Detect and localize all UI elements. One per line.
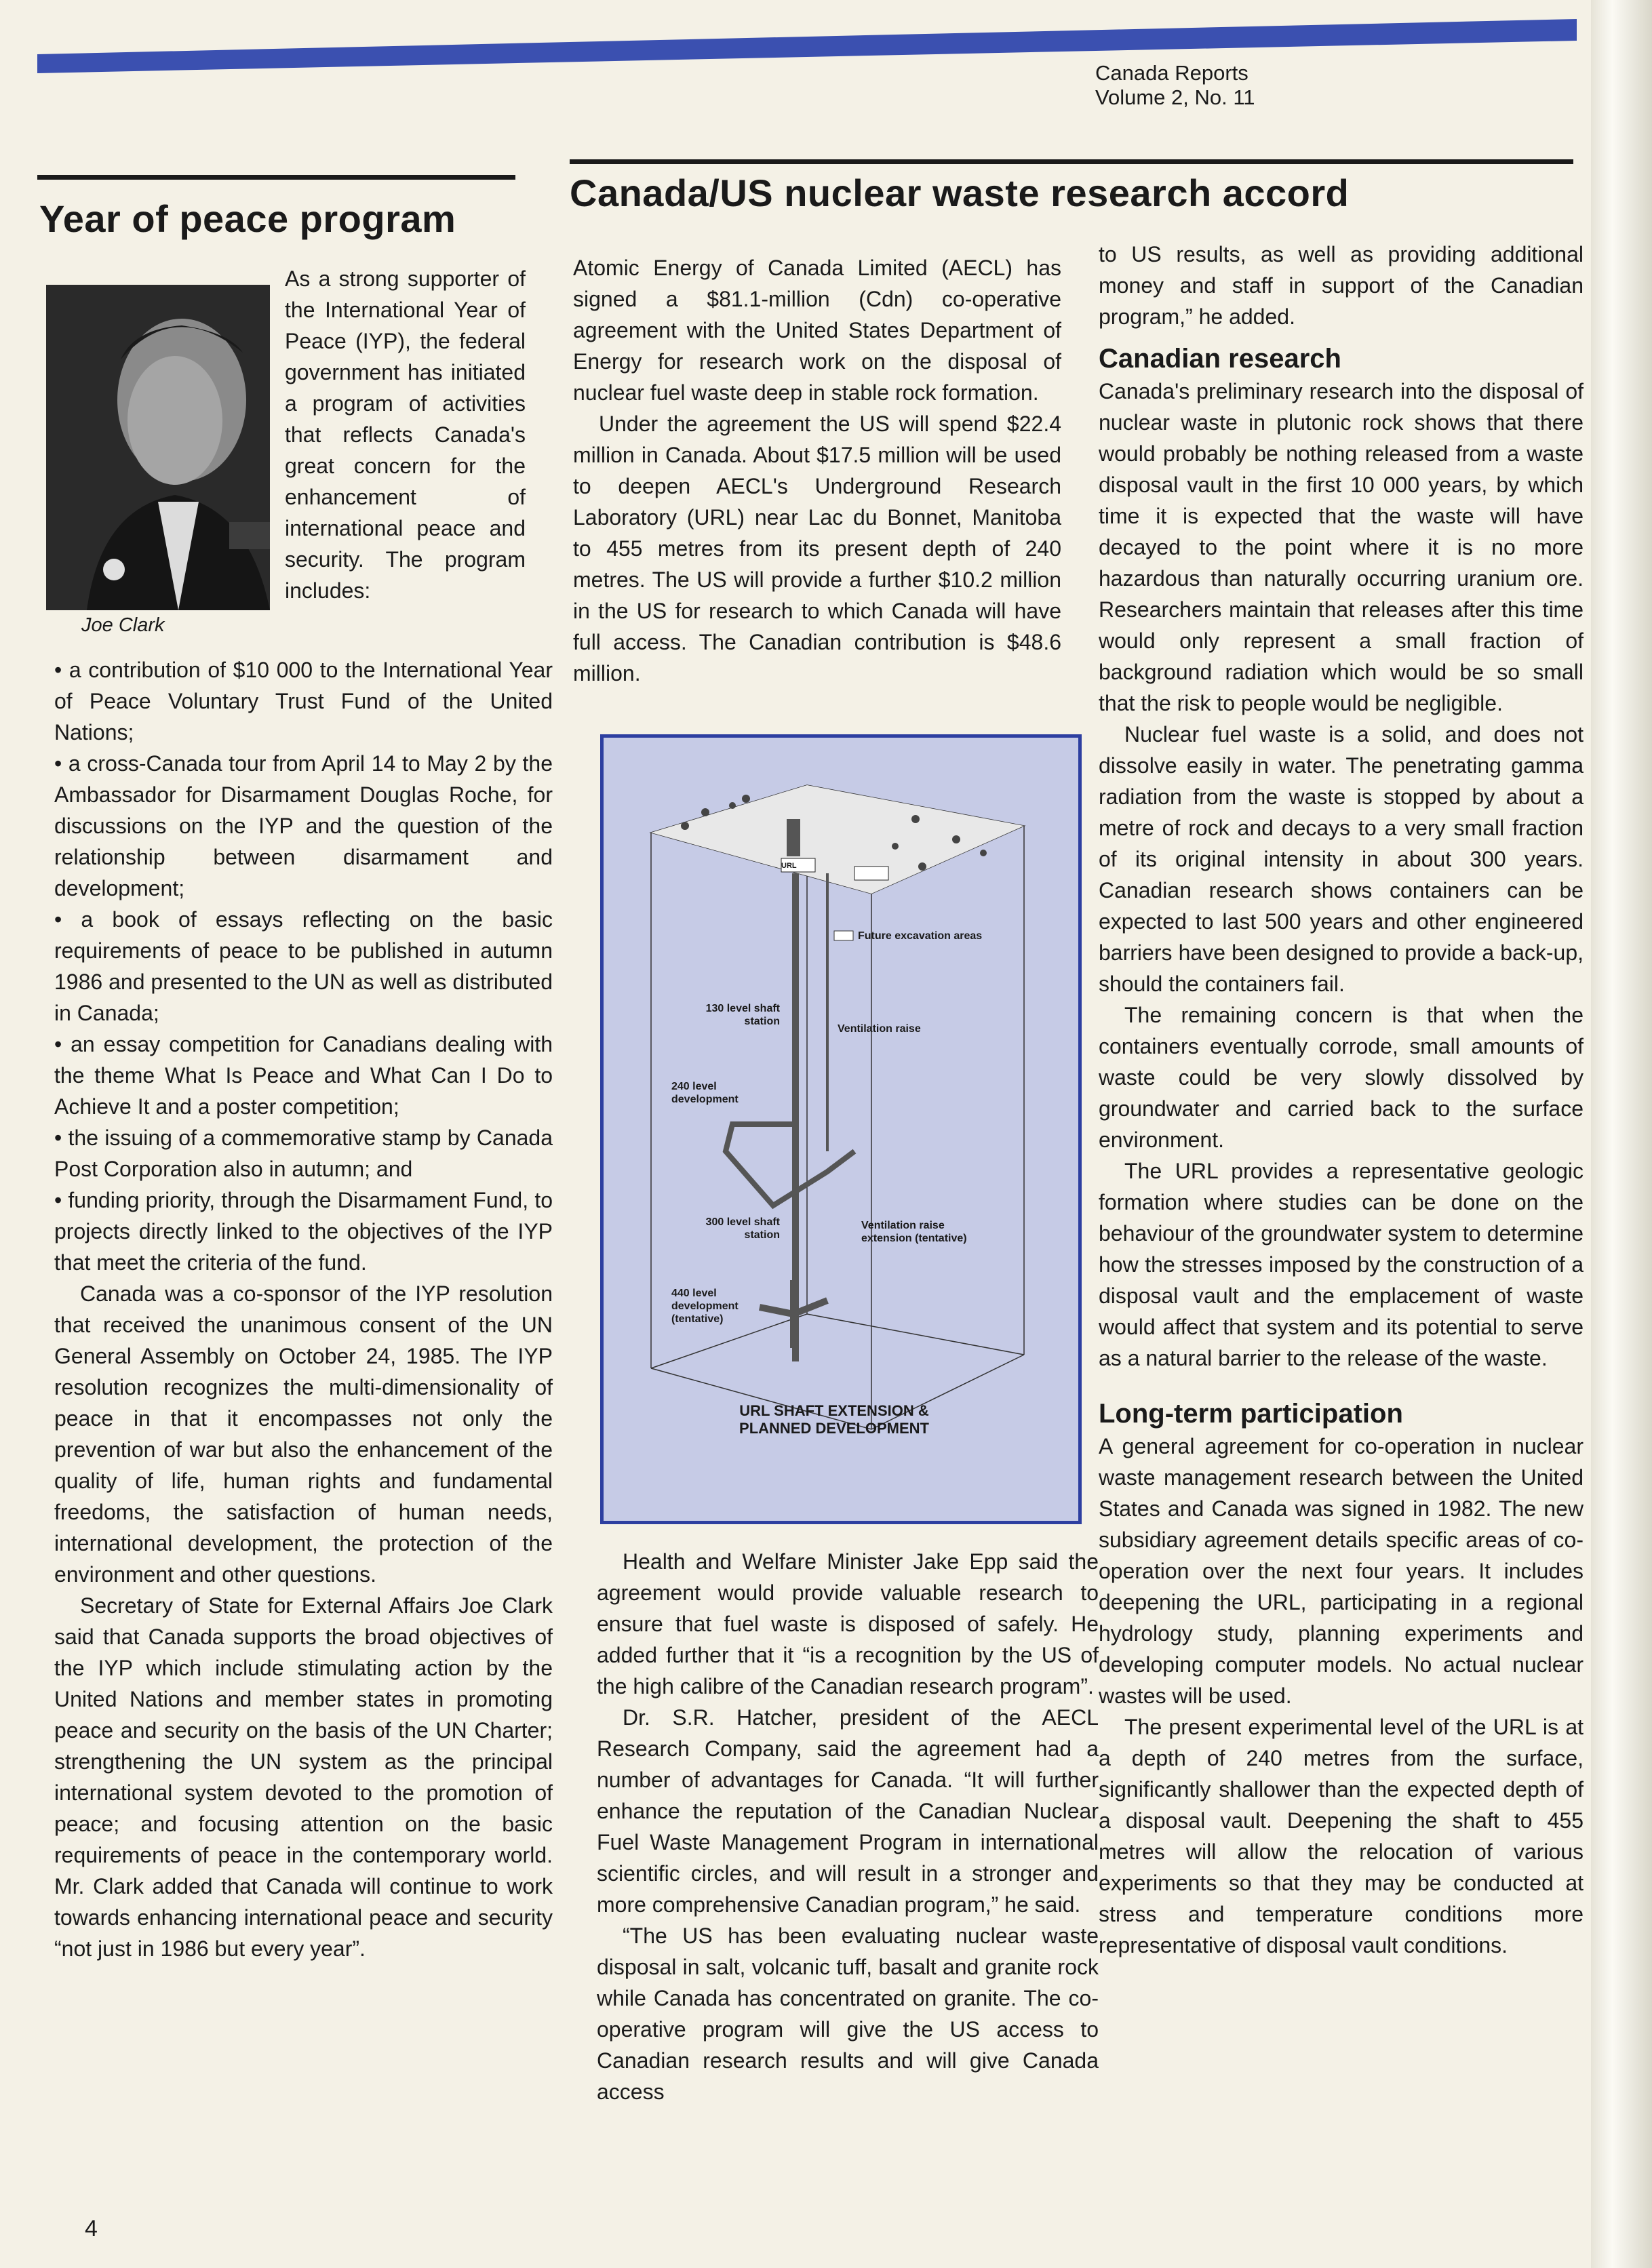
photo-caption: Joe Clark <box>81 614 165 636</box>
bullet-item: • funding priority, through the Disarmament Fund, to projects directly linked to the objectives of the IYP that meet the criteria of the fund. <box>54 1188 553 1275</box>
right-article-col2-bottom <box>597 1546 1099 2107</box>
body-paragraph: The remaining concern is that when the containers eventually corrode, small amounts of waste could be very slowly dissolved by groundwater and carried back to the surface environment. <box>1099 1003 1584 1152</box>
page-edge <box>1591 0 1652 2268</box>
left-title-rule <box>37 175 515 180</box>
body-paragraph: Health and Welfare Minister Jake Epp said the agreement would provide valuable research to ensure that fuel waste is disposed of safely. He added further that it “is a recognition by the US of the high calibre of the Canadian research program”. <box>597 1549 1099 1698</box>
body-paragraph: Canada's preliminary research into the disposal of nuclear waste in plutonic rock shows that there would probably be nothing released from a waste disposal vault in the first 10 000 years, by which time it is expected that the waste will have decayed to the point where it is no more hazardous than naturally occurring uranium ore. Researchers maintain that releases after this time would only represent a small fraction of background radiation which would be so small that the risk to people would be negligible. <box>1099 379 1584 715</box>
right-title-rule <box>570 159 1573 164</box>
right-article-col2-top <box>573 252 1061 689</box>
label-300-shaft: 300 level shaft station <box>705 1216 780 1241</box>
left-article-title: Year of peace program <box>39 197 456 240</box>
publication-header <box>1095 61 1255 110</box>
bullet-item: • a book of essays reflecting on the basic requirements of peace to be published in autumn 1986 and presented to the UN as well as distributed in Canada; <box>54 907 553 1025</box>
right-article-title: Canada/US nuclear waste research accord <box>570 172 1350 214</box>
label-130-shaft: 130 level shaft station <box>705 1003 780 1027</box>
label-440-development: 440 level development (tentative) <box>671 1288 739 1325</box>
label-ventilation-raise: Ventilation raise <box>838 1023 921 1035</box>
left-intro-paragraph: As a strong supporter of the International Year of Peace (IYP), the federal government has initiated a program of activities that reflects Canada's great concern for the enhancement of international peace and security. The program includes: <box>285 266 526 603</box>
portrait-photo <box>46 285 270 610</box>
body-paragraph: Secretary of State for External Affairs Joe Clark said that Canada supports the broad objectives of the IYP which include stimulating action by the United Nations and member states in promoting peace and security on the basis of the UN Charter; strengthening the UN system as the principal international system devoted to the promotion of peace; and focusing attention on the basic requirements of peace in the contemporary world. Mr. Clark added that Canada will continue to work towards enhancing international peace and security “not just in 1986 but every year”. <box>54 1593 553 1961</box>
body-paragraph: The URL provides a representative geologic formation where studies can be done on the behaviour of the groundwater system to determine how the stresses imposed by the construction of a disposal vault and the emplacement of waste would affect that system and its potential to serve as a natural barrier to the release of the waste. <box>1099 1159 1584 1370</box>
diagram-title: URL SHAFT EXTENSION & PLANNED DEVELOPMENT <box>739 1402 929 1437</box>
url-diagram <box>600 734 1082 1524</box>
legend-future-excavation: Future excavation areas <box>858 930 983 942</box>
body-paragraph: A general agreement for co-operation in nuclear waste management research between the United States and Canada was signed in 1982. The new subsidiary agreement details specific areas of co-operation over the next four years. It includes deepening the URL, participating in a regional hydrology study, planning experiments and developing computer models. No actual nuclear wastes will be used. <box>1099 1434 1584 1708</box>
section-heading-canadian-research: Canadian research <box>1099 344 1341 374</box>
label-240-development: 240 level development <box>671 1081 739 1105</box>
body-paragraph: Dr. S.R. Hatcher, president of the AECL Research Company, said the agreement had a number of advantages for Canada. “It will further enhance the reputation of the Canadian Nuclear Fuel Waste Management Program in international scientific circles, and will result in a stronger and more comprehensive Canadian program,” he said. <box>597 1705 1099 1917</box>
body-paragraph: Canada was a co-sponsor of the IYP resolution that received the unanimous consent of the UN General Assembly on October 24, 1985. The IYP resolution recognizes the multi-dimensionality of peace in that it encompasses not only the prevention of war but also the enhancement of the quality of life, human rights and fundamental freedoms, the satisfaction of human needs, international development, the protection of the environment and other questions. <box>54 1281 553 1587</box>
volume-number: Volume 2, No. 11 <box>1095 85 1255 109</box>
page-number: 4 <box>85 2216 98 2242</box>
label-url-building: URL <box>781 862 797 870</box>
label-ventilation-extension: Ventilation raise extension (tentative) <box>861 1220 967 1244</box>
top-color-bar <box>37 19 1577 73</box>
body-paragraph: to US results, as well as providing additional money and staff in support of the Canadian program,” he added. <box>1099 242 1584 329</box>
bullet-item: • the issuing of a commemorative stamp by Canada Post Corporation also in autumn; and <box>54 1126 553 1181</box>
body-paragraph: The present experimental level of the URL is at a depth of 240 metres from the surface, significantly shallower than the expected depth of a disposal vault. Deepening the shaft to 455 metres will allow the relocation of various experiments so that they may be conducted at stress and temperature conditions more representative of disposal vault conditions. <box>1099 1715 1584 1957</box>
bullet-item: • a cross-Canada tour from April 14 to May 2 by the Ambassador for Disarmament Douglas Roche, for discussions on the IYP and the question of the relationship between disarmament and development; <box>54 751 553 900</box>
bullet-item: • a contribution of $10 000 to the International Year of Peace Voluntary Trust Fund of the United Nations; <box>54 658 553 744</box>
section-heading-long-term: Long-term participation <box>1099 1399 1403 1429</box>
publication-name: Canada Reports <box>1095 61 1248 85</box>
body-paragraph: Atomic Energy of Canada Limited (AECL) has signed a $81.1-million (Cdn) co-operative agreement with the United States Department of Energy for research work on the disposal of nuclear fuel waste deep in stable rock formation. <box>573 256 1061 405</box>
body-paragraph: “The US has been evaluating nuclear waste disposal in salt, volcanic tuff, basalt and granite rock while Canada has concentrated on granite. The co-operative program will give the US access to Canadian research results and will give Canada access <box>597 1924 1099 2104</box>
bullet-item: • an essay competition for Canadians dealing with the theme What Is Peace and What Can I Do to Achieve It and a poster competition; <box>54 1032 553 1119</box>
body-paragraph: Under the agreement the US will spend $22.4 million in Canada. About $17.5 million will be used to deepen AECL's Underground Research Laboratory (URL) near Lac du Bonnet, Manitoba to 455 metres from its present depth of 240 metres. The US will provide a further $10.2 million in the US for research to which Canada will have full access. The Canadian contribution is $48.6 million. <box>573 412 1061 685</box>
left-article-body <box>54 654 553 1964</box>
body-paragraph: Nuclear fuel waste is a solid, and does not dissolve easily in water. The penetrating gamma radiation from the waste is stopped by about a metre of rock and decays to a very small fraction of its original intensity in about 300 years. Canadian research shows containers can be expected to last 500 years and other engineered barriers have been designed to provide a back-up, should the containers fail. <box>1099 722 1584 996</box>
right-article-col3 <box>1099 239 1584 1961</box>
